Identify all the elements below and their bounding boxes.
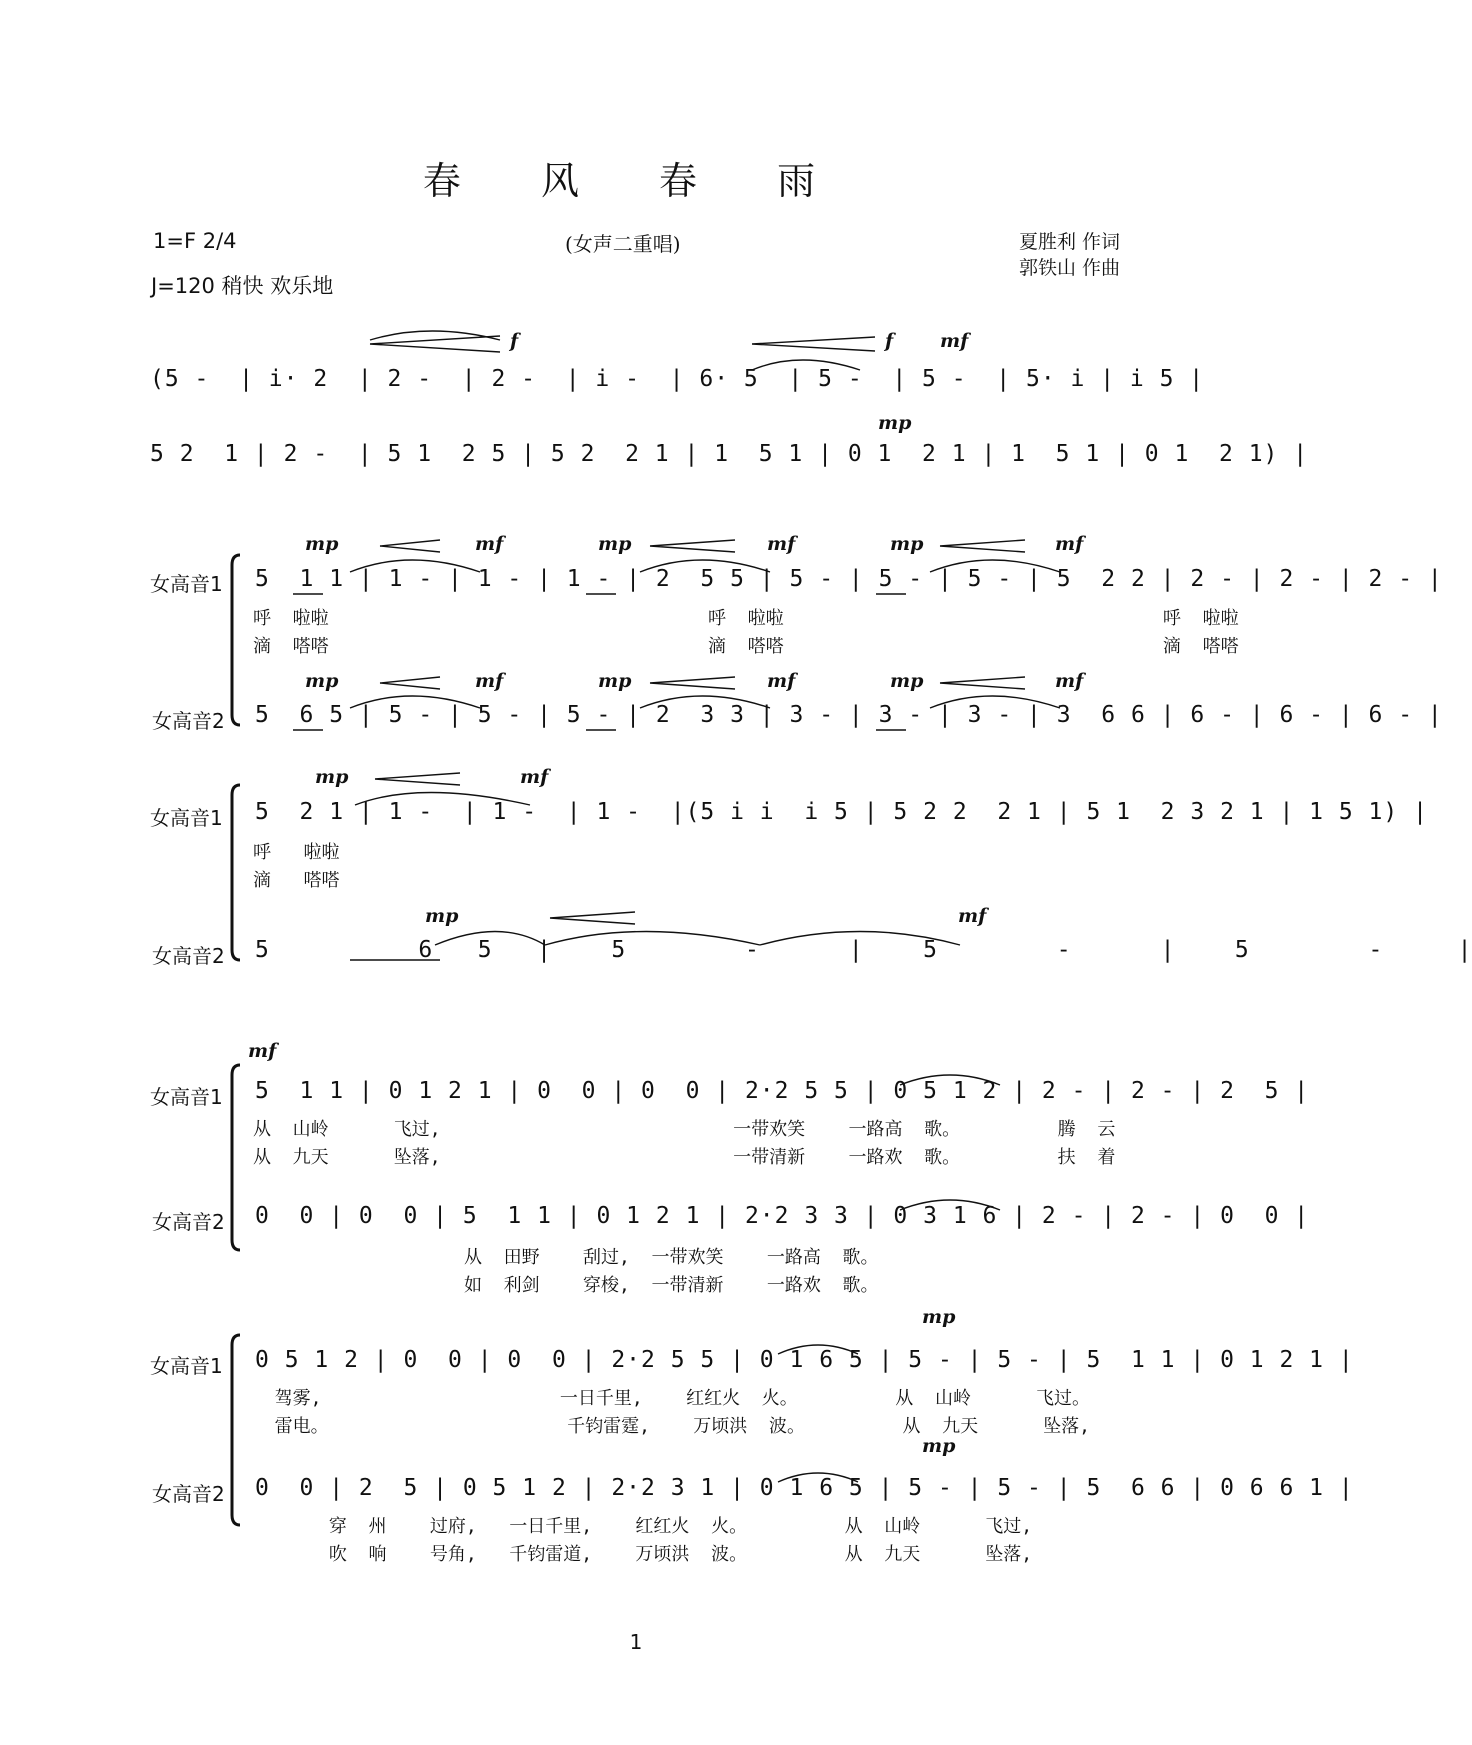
crescendo-hairpin (550, 912, 635, 924)
dynamic-mp: mp (598, 533, 632, 555)
soprano-1-lyrics-verse-2: 滴 嗒嗒 (253, 870, 340, 891)
crescendo-hairpin (650, 677, 735, 689)
dynamic-mf: mf (520, 766, 549, 788)
slur (778, 1473, 858, 1482)
dynamic-mp: mp (922, 1435, 956, 1457)
subtitle: (女声二重唱) (565, 232, 681, 256)
dynamic-mf: mf (767, 533, 796, 555)
soprano-1-notes: 0 5 1 2 | 0 0 | 0 0 | 2·2 5 5 | 0 1 6 5 | 5 - | 5 - | 5 1 1 | 0 1 2 1 | (255, 1347, 1354, 1373)
crescendo-hairpin (752, 337, 875, 351)
soprano-1-notes: 5 1 1 | 0 1 2 1 | 0 0 | 0 0 | 2·2 5 5 | 0 5 1 2 | 2 - | 2 - | 2 5 | (255, 1078, 1310, 1104)
crescendo-hairpin (370, 336, 500, 352)
slur (930, 560, 1060, 572)
voice-label-soprano-1: 女高音1 (150, 1085, 223, 1109)
dynamic-mf: mf (1055, 670, 1084, 692)
dynamic-mf: mf (958, 905, 987, 927)
slur (900, 1075, 1000, 1085)
voice-label-soprano-2: 女高音2 (152, 709, 225, 733)
system-bracket (232, 1065, 240, 1250)
voice-label-soprano-1: 女高音1 (150, 806, 223, 830)
soprano-1-notes: 5 2 1 | 1 - | 1 - | 1 - |(5 i i i 5 | 5 2 2 2 1 | 5 1 2 3 2 1 | 1 5 1) | (255, 799, 1428, 825)
slur (355, 793, 530, 806)
system-bracket (232, 555, 240, 725)
crescendo-hairpin (380, 540, 440, 552)
soprano-2-notes: 5 6 5 | 5 - | 5 - | 5 - | 2 3 3 | 3 - | 3 - | 3 - | 3 6 6 | 6 - | 6 - | 6 - | (255, 702, 1443, 728)
crescendo-hairpin (380, 677, 440, 689)
soprano-1-lyrics-verse-1: 从 山岭 飞过, 一带欢笑 一路高 歌。 腾 云 (253, 1119, 1116, 1140)
voice-label-soprano-2: 女高音2 (152, 1482, 225, 1506)
dynamic-mp: mp (305, 670, 339, 692)
dynamic-mp: mp (890, 670, 924, 692)
composer: 郭铁山 作曲 (1018, 257, 1120, 279)
slur (370, 331, 500, 340)
voice-label-soprano-1: 女高音1 (150, 1354, 223, 1378)
system-bracket (232, 1335, 240, 1525)
key-meter: 1=F 2/4 (153, 229, 237, 253)
slur (350, 560, 480, 572)
system-bracket (232, 785, 240, 960)
dynamic-mf: mf (475, 670, 504, 692)
slur (900, 1200, 1000, 1210)
slur (930, 696, 1060, 708)
voice-label-soprano-2: 女高音2 (152, 944, 225, 968)
page-number: 1 (629, 1630, 643, 1654)
dynamic-f: f (885, 330, 894, 352)
crescendo-hairpin (940, 677, 1025, 689)
intro-line-1: (5 - | i· 2 | 2 - | 2 - | i - | 6· 5 | 5 - | 5 - | 5· i | i 5 | (150, 366, 1205, 392)
soprano-1-lyrics-verse-1: 呼 啦啦 (253, 842, 340, 863)
page-title: 春 风 春 雨 (422, 159, 850, 203)
soprano-2-notes: 5 6 5 | 5 - | 5 - | 5 - | (255, 937, 1472, 963)
soprano-1-lyrics-verse-2: 从 九天 坠落, 一带清新 一路欢 歌。 扶 着 (253, 1147, 1116, 1168)
soprano-2-lyrics-verse-1: 穿 州 过府, 一日千里, 红红火 火。 从 山岭 飞过, (253, 1516, 1033, 1537)
lyricist: 夏胜利 作词 (1018, 231, 1120, 253)
dynamic-mp: mp (922, 1306, 956, 1328)
soprano-1-lyrics-verse-1: 呼 啦啦 呼 啦啦 呼 啦啦 (253, 608, 1239, 629)
slur (640, 560, 770, 572)
slur (752, 360, 860, 370)
dynamic-f: f (510, 330, 519, 352)
dynamic-mf: mf (767, 670, 796, 692)
dynamic-mp: mp (305, 533, 339, 555)
slur (350, 696, 480, 708)
soprano-1-notes: 5 1 1 | 1 - | 1 - | 1 - | 2 5 5 | 5 - | 5 - | 5 - | 5 2 2 | 2 - | 2 - | 2 - | (255, 566, 1443, 592)
soprano-2-lyrics-verse-2: 如 利剑 穿梭, 一带清新 一路欢 歌。 (464, 1275, 879, 1296)
soprano-1-lyrics-verse-2: 滴 嗒嗒 滴 嗒嗒 滴 嗒嗒 (253, 636, 1239, 657)
crescendo-hairpin (650, 540, 735, 552)
tempo-marking: J=120 稍快 欢乐地 (151, 274, 334, 298)
crescendo-hairpin (375, 773, 460, 785)
dynamic-mf: mf (940, 330, 969, 352)
soprano-2-notes: 0 0 | 0 0 | 5 1 1 | 0 1 2 1 | 2·2 3 3 | 0 3 1 6 | 2 - | 2 - | 0 0 | (255, 1203, 1310, 1229)
soprano-1-lyrics-verse-1: 驾雾, 一日千里, 红红火 火。 从 山岭 飞过。 (253, 1388, 1091, 1409)
slur (545, 932, 760, 946)
dynamic-mf: mf (248, 1040, 277, 1062)
soprano-1-lyrics-verse-2: 雷电。 千钧雷霆, 万顷洪 波。 从 九天 坠落, (253, 1416, 1091, 1437)
slur (640, 696, 770, 708)
soprano-2-notes: 0 0 | 2 5 | 0 5 1 2 | 2·2 3 1 | 0 1 6 5 | 5 - | 5 - | 5 6 6 | 0 6 6 1 | (255, 1475, 1354, 1501)
slur (760, 932, 960, 946)
dynamic-mp: mp (598, 670, 632, 692)
voice-label-soprano-1: 女高音1 (150, 572, 223, 596)
crescendo-hairpin (940, 540, 1025, 552)
voice-label-soprano-2: 女高音2 (152, 1210, 225, 1234)
soprano-2-lyrics-verse-2: 吹 响 号角, 千钧雷道, 万顷洪 波。 从 九天 坠落, (253, 1544, 1033, 1565)
soprano-2-lyrics-verse-1: 从 田野 刮过, 一带欢笑 一路高 歌。 (464, 1247, 879, 1268)
intro-line-2: 5 2 1 | 2 - | 5 1 2 5 | 5 2 2 1 | 1 5 1 | 0 1 2 1 | 1 5 1 | 0 1 2 1) | (150, 441, 1309, 467)
dynamic-mp: mp (425, 905, 459, 927)
dynamic-mp: mp (878, 412, 912, 434)
dynamic-mp: mp (890, 533, 924, 555)
dynamic-mp: mp (315, 766, 349, 788)
slur (435, 932, 545, 946)
dynamic-mf: mf (475, 533, 504, 555)
slur (778, 1345, 858, 1354)
dynamic-mf: mf (1055, 533, 1084, 555)
